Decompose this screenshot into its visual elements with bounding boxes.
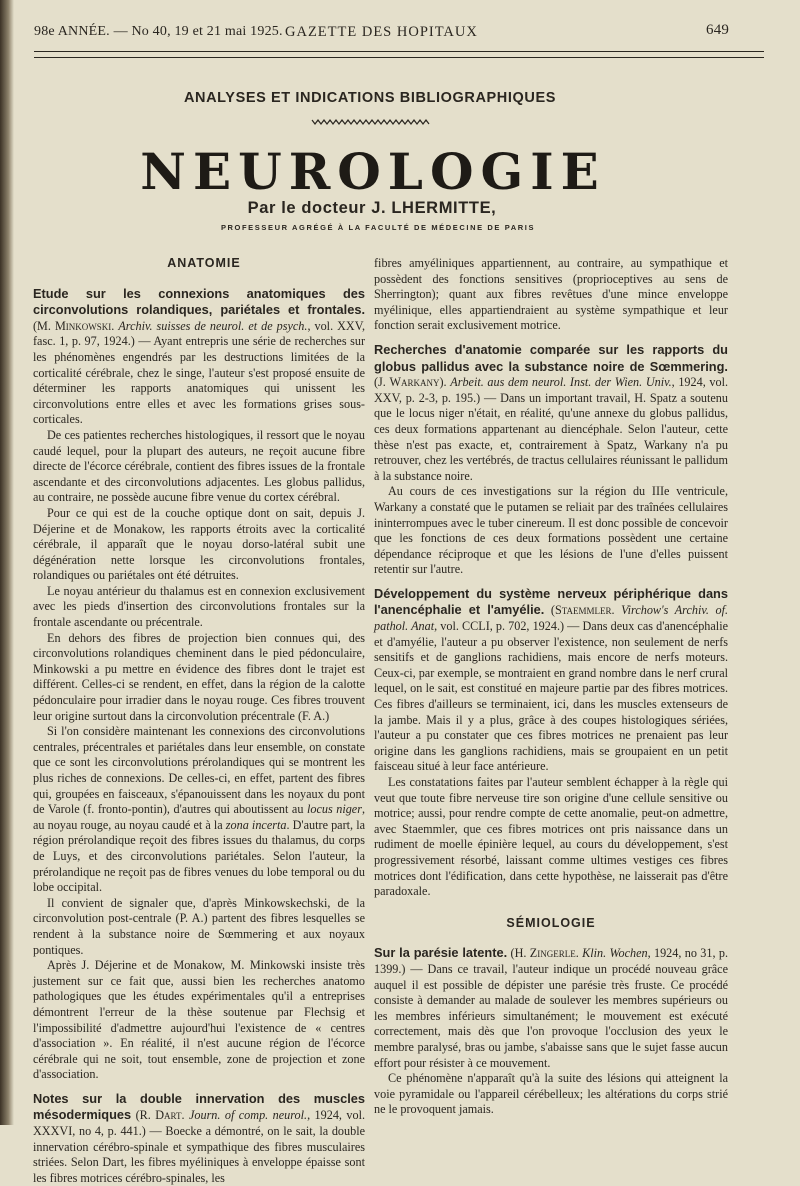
anatomie-heading: ANATOMIE — [167, 256, 241, 270]
paragraph: Ce phénomène n'apparaît qu'à la suite des lésions qui atteignent la voie pyramidale ou l'appareil cérébelleux; les altérations du corps strié ne le provoquent jamais. — [374, 1071, 728, 1117]
author-affiliation: PROFESSEUR AGRÉGÉ À LA FACULTÉ DE MÉDECINE DE PARIS — [220, 223, 536, 232]
header-rule — [34, 51, 764, 52]
ornament-zigzag — [312, 118, 430, 126]
journal-name: GAZETTE DES HOPITAUX — [285, 24, 478, 40]
paragraph: Si l'on considère maintenant les connexions des circonvolutions centrales, précentrales et pariétales dans leur ensemble, on constate que ce sont les circonvolutions prérolandiques qui se montrent les plus riches de connexions. De celles-ci, en effet, partent des fibres qui, groupées en faisceaux, s'épanouissent dans les noyaux du pont de Varole (f. fronto-pontin), d'autres qui aboutissent au locus niger, au noyau rouge, au noyau caudé et à la zona incerta. D'autre part, la région prérolandique reçoit des fibres issues du thalamus, du corps de Luys, et des circonvolutions pariétales. Selon l'auteur, la prérolandique ne reçoit pas de fibres venues du lobe temporal ou du lobe occipital. — [33, 724, 366, 895]
paragraph: Il convient de signaler que, d'après Minkowskechski, de la circonvolution post-centrale (P. A.) partent des fibres lesquelles se rendent à la substance noire de Sœmmering et aux noyaux pontiques. — [33, 895, 365, 957]
article-title: Etude sur les connexions anatomiques des circonvolutions rolandiques, pariétales et frontales. — [33, 285, 365, 318]
article-minkowski: Etude sur les connexions anatomiques des circonvolutions rolandiques, pariétales et frontales. (M. Minkowski. Archiv. suisses de neurol. et de psych., vol. XXV, fasc. 1, p. 97, 1924.) — Ayant entrepris une série de recherches sur les phénomènes engendrés par les destructions limitées de la corticalité cérébrale, chez le singe, l'auteur s'est proposé ensuite de déterminer les rapports anatomiques qui unissent les circonvolutions entre elles et avec les formations grises sous-corticales. — [33, 285, 365, 427]
paragraph: De ces patientes recherches histologiques, il ressort que le noyau caudé lequel, pour la plupart des auteurs, ne reçoit aucune fibre directe de l'écorce cérébrale, contient des fibres issues de la frontale ascendante et des circonvolutions adjacentes. Les globus pallidus, au contraire, ne possède aucune fibre venue du cortex cérébral. — [33, 427, 365, 505]
author-line: Par le docteur J. LHERMITTE, — [247, 199, 497, 217]
left-column — [33, 256, 365, 1186]
page-number: 649 — [706, 22, 730, 38]
article-title: Recherches d'anatomie comparée sur les rapports du globus pallidus avec la substance noire de Sœmmering. — [374, 341, 728, 374]
paragraph: Les constatations faites par l'auteur semblent échapper à la règle qui veut que toute fibre nerveuse tire son origine d'une cellule sensitive ou motrice; aussi, pour rendre compte de cette anomalie, peut-on admettre, avec Staemmler, que ces fibres motrices ont pris naissance dans un rudiment de moelle épinière lequel, au cours du développement, s'est progressivement résorbé, laissant comme ultimes vestiges ces fibres motrices dont l'édification, dans cette hypothèse, ne laisserait pas d'être paradoxale. — [374, 775, 728, 899]
paragraph: Pour ce qui est de la couche optique dont on sait, depuis J. Déjerine et de Monakow, les rapports étroits avec la corticalité cérébrale, il apparaît que le noyau dorso-latéral subit une dégénération nette lorsque les circonvolutions frontales, rolandiques ou pariétales ont été détruites. — [33, 505, 365, 583]
paragraph: En dehors des fibres de projection bien connues qui, des circonvolutions rolandiques cheminent dans le pied pédonculaire, Minkowski a pu mettre en évidence des fibres dont le trajet est différent. Celles-ci se rendent, en effet, dans la région de la calotte pédonculaire pour irradier dans le noyau rouge. Ces fibres trouvent leur origine surtout dans la circonvolution précentrale (F. A.) — [33, 630, 365, 723]
paragraph: Après J. Déjerine et de Monakow, M. Minkowski insiste très justement sur ce fait que, aussi bien les recherches anatomo pathologiques que les études expérimentales qu'il a entreprises démontrent l'erreur de la thèse soutenue par Flechsig et l'impossibilité d'admettre aujourd'hui l'existence de « centres d'association ». En réalité, il n'est aucune région de l'écorce cérébrale qui ne soit, tout ensemble, zone de projection et zone d'association. — [33, 958, 365, 1082]
paragraph: Le noyau antérieur du thalamus est en connexion exclusivement avec les pieds d'insertion des circonvolutions frontales sur la frontale ascendante ou précentrale. — [33, 583, 365, 630]
paragraph-continued: fibres amyéliniques appartiennent, au contraire, au sympathique et possèdent des fonctions sensitives (proprioceptives au sens de Sherrington); quant aux fibres revêtues d'une mince enveloppe myélinique, elles appartiendraient au système sympathique et leur fonction serait exclusivement motrice. — [374, 256, 728, 333]
article-title: Notes sur la double innervation des muscles mésodermiques — [33, 1090, 365, 1123]
article-title: Développement du système nerveux périphérique dans l'anencéphalie et l'amyélie. — [374, 585, 728, 618]
header-rule-thin — [34, 57, 764, 58]
page-title: NEUROLOGIE — [140, 142, 606, 201]
binding-edge — [0, 0, 14, 1125]
section-title: ANALYSES ET INDICATIONS BIBLIOGRAPHIQUES — [183, 90, 557, 106]
article-zingerle: Sur la parésie latente. (H. Zingerle. Klin. Wochen, 1924, no 31, p. 1399.) — Dans ce travail, l'auteur indique un procédé nouveau grâce auquel il est possible de dépister une parésie très fruste. Ce procédé consiste à demander au malade de soulever les membres supérieurs ou les membres inférieurs simultanément; le mouvement est exécuté correctement, mais dès que l'on provoque l'occlusion des yeux le membre paralysé, bras ou jambe, s'abaisse sans que le sujet fasse aucun effort pour résister à ce mouvement. — [374, 945, 728, 1070]
paragraph: Au cours de ces investigations sur la région du IIIe ventricule, Warkany a constaté que le putamen se reliait par des traînées cellulaires ininterrompues avec le tuber cinereum. Il est donc possible de concevoir que les fonctions de ces deux formations possèdent une certaine dépendance réciproque et que les lésions de l'une d'elles puissent retentir sur l'autre. — [374, 484, 728, 577]
article-warkany: Recherches d'anatomie comparée sur les rapports du globus pallidus avec la substance noire de Sœmmering. (J. Warkany). Arbeit. aus dem neurol. Inst. der Wien. Univ., 1924, vol. XXV, p. 2-3, p. 195.) — Dans un important travail, H. Spatz a soutenu que le locus niger n'était, en réalité, qu'une annexe du globus pallidus, ces deux formations appartenant au diencéphale. Selon l'auteur, cette thèse n'est pas exacte, et, contrairement à Spatz, Warkany n'a pu retrouver, chez les vertébrés, de tractus cellulaires réunissant le pallidum à la substance noire. — [374, 341, 729, 483]
article-staemmler: Développement du système nerveux périphérique dans l'anencéphalie et l'amyélie. (Staemmler. Virchow's Archiv. of. pathol. Anat, vol. CCLI, p. 702, 1924.) — Dans deux cas d'anencéphalie et d'amyélie, l'auteur a pu observer l'existence, non seulement de nerfs sensitifs et de ganglions rachidiens, mais encore de nerfs moteurs. Ceux-ci, par exemple, se montraient en grand nombre dans le nerf crural lequel, on le sait, est constitué en majeure partie par des fibres motrices. Ces fibres d'ailleurs se terminaient, ici, dans les muscles extenseurs de la jambe. Mais il y a plus, grâce à des coupes histologiques sériées, l'auteur a pu constater que ces fibres motrices ne prenaient pas leur origine dans les ganglions rachidiens, mais se groupaient en un petit faisceau situé à leur face antérieure. — [374, 585, 729, 774]
issue-info: 98e ANNÉE. — No 40, 19 et 21 mai 1925. — [34, 24, 283, 39]
semiologie-heading: SÉMIOLOGIE — [506, 915, 596, 930]
right-column — [374, 256, 728, 1118]
article-title: Sur la parésie latente. — [374, 945, 508, 961]
article-dart: Notes sur la double innervation des muscles mésodermiques (R. Dart. Journ. of comp. neurol., 1924, vol. XXXVI, no 4, p. 441.) — Boecke a démontré, on le sait, la double innervation cérébro-spinale et sympathique des fibres musculaires striées. Selon Dart, les fibres myéliniques à enveloppe épaisse sont les fibres motrices cérébro-spinales, les — [33, 1090, 365, 1185]
